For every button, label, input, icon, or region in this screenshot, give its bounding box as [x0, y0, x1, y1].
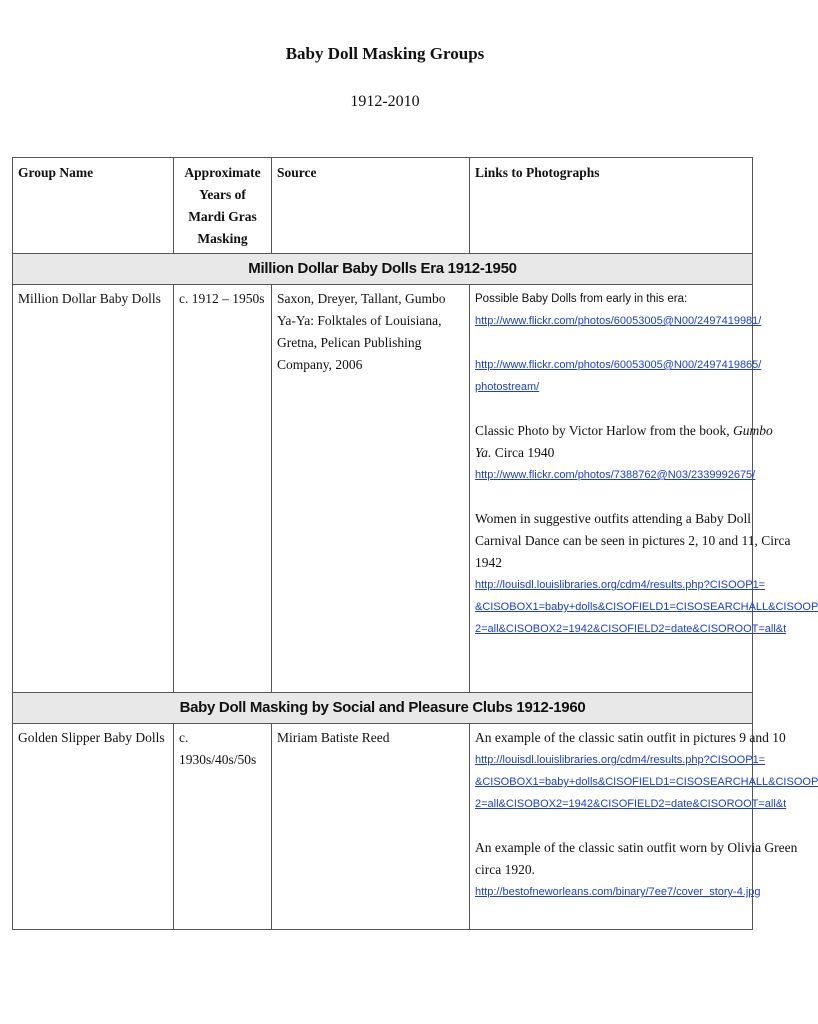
photo-link[interactable]: http://www.flickr.com/photos/60053005@N00/2497419865/: [475, 359, 762, 371]
photo-link[interactable]: http://www.flickr.com/photos/7388762@N03/2339992675/: [475, 469, 756, 481]
photo-link[interactable]: 2=all&CISOBOX2=1942&CISOFIELD2=date&CISOROOT=all&t: [475, 798, 787, 810]
group-name-cell: Golden Slipper Baby Dolls: [13, 724, 174, 930]
links-intro: Possible Baby Dolls from early in this era:: [475, 293, 688, 305]
photo-description: Ya. Circa 1940: [475, 445, 555, 460]
header-links: Links to Photographs: [470, 158, 753, 254]
photo-link[interactable]: &CISOBOX1=baby+dolls&CISOFIELD1=CISOSEARCHALL&CISOOP: [475, 601, 818, 613]
era-row: [13, 254, 753, 285]
page-title: Baby Doll Masking Groups: [285, 44, 485, 63]
era-heading: Million Dollar Baby Dolls Era 1912-1950: [13, 254, 753, 285]
photo-link[interactable]: http://louisdl.louislibraries.org/cdm4/results.php?CISOOP1=: [475, 754, 766, 766]
header-source: Source: [272, 158, 470, 254]
era-row: [13, 693, 753, 724]
photo-link[interactable]: http://bestofneworleans.com/binary/7ee7/cover_story-4.jpg: [475, 886, 761, 898]
photo-link-continued[interactable]: photostream/: [475, 381, 540, 393]
photo-description: 1942: [475, 555, 502, 570]
photo-description: An example of the classic satin outfit in pictures 9 and 10: [475, 730, 786, 745]
table-row: [13, 285, 753, 693]
header-group-name: Group Name: [13, 158, 174, 254]
photo-description: circa 1920.: [475, 862, 535, 877]
groups-table: [12, 157, 818, 930]
photo-description: Classic Photo by Victor Harlow from the book, Gumbo: [475, 423, 773, 438]
photo-link[interactable]: http://louisdl.louislibraries.org/cdm4/results.php?CISOOP1=: [475, 579, 766, 591]
source-cell: Miriam Batiste Reed: [272, 724, 470, 930]
era-heading: Baby Doll Masking by Social and Pleasure Clubs 1912-1960: [13, 693, 753, 724]
group-name-cell: Million Dollar Baby Dolls: [13, 285, 174, 693]
header-years: Approximate Years of Mardi Gras Masking: [174, 158, 272, 254]
photo-description: Carnival Dance can be seen in pictures 2, 10 and 11, Circa: [475, 533, 791, 548]
photo-link[interactable]: http://www.flickr.com/photos/60053005@N00/2497419981/: [475, 315, 762, 327]
years-cell: c. 1930s/40s/50s: [174, 724, 272, 930]
links-cell: [470, 285, 818, 693]
photo-description: Women in suggestive outfits attending a Baby Doll: [475, 511, 751, 526]
page-subtitle: 1912-2010: [350, 93, 420, 110]
years-cell: c. 1912 – 1950s: [174, 285, 272, 693]
table-row: [13, 724, 753, 930]
links-cell: [470, 724, 818, 930]
header-row: [13, 158, 753, 254]
photo-link[interactable]: 2=all&CISOBOX2=1942&CISOFIELD2=date&CISOROOT=all&t: [475, 623, 787, 635]
photo-description: An example of the classic satin outfit worn by Olivia Green: [475, 840, 798, 855]
photo-link[interactable]: &CISOBOX1=baby+dolls&CISOFIELD1=CISOSEARCHALL&CISOOP: [475, 776, 818, 788]
source-cell: Saxon, Dreyer, Tallant, Gumbo Ya-Ya: Folktales of Louisiana, Gretna, Pelican Publishing Company, 2006: [272, 285, 470, 693]
